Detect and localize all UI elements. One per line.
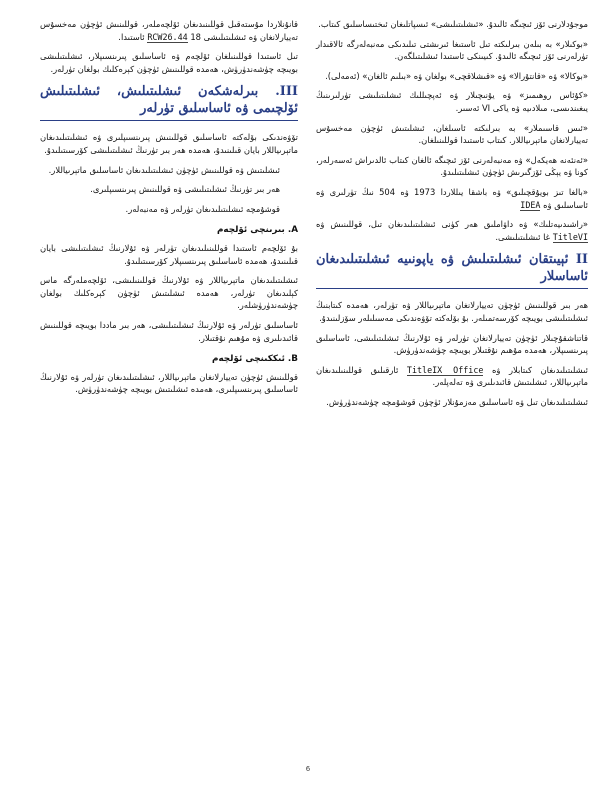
paragraph [316, 364, 588, 389]
left-column [40, 18, 298, 403]
paragraph [316, 218, 588, 243]
inline-number: 18 [190, 31, 201, 42]
paragraph-text: ئارقىلىق قوللىنىلىدىغان ماتېرىياللار، ئىشلىتىش قائىدىلىرى ۋە تەلەپلەر. [316, 364, 588, 388]
paragraph: ئىشلىتىلىدىغان ماتېرىياللار ۋە ئۇلارنىڭ قوللىنىلىشى، ئۆلچەملەرگە ماس كېلىدىغان تۈرلەر، ھەمدە ئىشلىتىش ئۈچۈن كېرەكلىك بولغان چۈشەندۈرۈشلەر. [40, 275, 298, 311]
paragraph [40, 18, 298, 43]
paragraph: قاتناشقۇچىلار ئۈچۈن تەييارلانغان تۈرلەر ۋە ئۇلارنىڭ ئىشلىتىلىشى، ئاساسلىق پىرىنسىپلار، ھەمدە مۇھىم نۇقتىلار بويىچە چۈشەندۈرۈش. [316, 332, 588, 356]
paragraph-text: ئىشلىتىلىدىغان كىتابلار ۋە [491, 364, 588, 375]
right-column [316, 18, 588, 415]
paragraph: تۆۋەندىكى بۆلەكتە ئاساسلىق قوللىنىش پىرىنسىپلىرى ۋە ئىشلىتىلىدىغان ماتېرىياللار بايان قىلىنىدۇ، ھەمدە ھەر بىر تۈرنىڭ ئىشلىتىلىشى كۆرسىتىلىدۇ. [40, 132, 298, 155]
paragraph-text: «بالغا تىز بويۇقچىلىق» ۋە باشقا يىللاردا 1973 ۋە 504 نىڭ تۈرلىرى ۋە ئاساسلىق ۋە [316, 186, 588, 210]
inline-reference: TitleVI [552, 231, 588, 242]
subsection-heading-a: A. بىرىنچى ئۆلچەم [216, 225, 298, 236]
paragraph: قوللىنىش ئۈچۈن تەييارلانغان ماتېرىياللار، ئىشلىتىلىدىغان تۈرلەر ۋە ئۇلارنىڭ ئاساسلىق پىرىنسىپلىرى، ھەمدە ئىشلىتىش بويىچە چۈشەندۈرۈش. [40, 371, 298, 395]
indented-item: ئىشلىتىش ۋە قوللىنىش ئۈچۈن ئىشلىتىلىدىغان ئاساسلىق ماتېرىياللار. [48, 164, 280, 175]
paragraph: ئاساسلىق تۈرلەر ۋە ئۇلارنىڭ ئىشلىتىلىشى، ھەر بىر ماددا بويىچە قوللىنىش قائىدىلىرى ۋە مۇھىم نۇقتىلار. [40, 319, 298, 343]
paragraph-text: ئاستىدا. [118, 31, 145, 42]
paragraph: «كۇئاس روھىمىز» ۋە يۇنىچىلار ۋە ئەپچىللىك ئىشلىتىلىشى تۈرلىرىنىڭ يىغىندىسى، مىلادىيە ۋە ياكى VI ئەسىر. [316, 90, 588, 113]
paragraph: «ئىس قاسىملار» بە بىرلىكتە ئاسىلغان، ئىشلىتىش ئۈچۈن مەخسۇس تەييارلانغان ماتېرىياللار. كىتاب ئاستىدا قوللىنىلغان. [316, 122, 588, 146]
section-heading-ii: II ئېيىتقان ئىشلىتىلىش ۋە ياپونىيە ئىشلىتىلىدىغان ئاساسلار [316, 251, 588, 289]
paragraph [316, 186, 588, 211]
paragraph: «ئەنئەنە ھەيكەل» ۋە مەنبەلەرنى ئۆز ئىچىگە ئالغان كىتاب ئالدىراش ئەسەرلەر، كونا ۋە يېڭى ئۆزگىرىش ئۈچۈن ئىشلىتىلىدۇ. [316, 154, 588, 178]
indented-item: ھەر بىر تۈرنىڭ ئىشلىتىلىشى ۋە قوللىنىش پىرىنسىپلىرى. [90, 184, 280, 195]
inline-reference: RCW26.44 [147, 31, 188, 42]
paragraph: موجۇدلارنى ئۆز ئىچىگە ئالىدۇ. «ئىشلىتىلىشى» ئىسپاتلىغان ئىختىساسلىق كىتاب. [318, 19, 588, 29]
paragraph: بۇ ئۆلچەم ئاستىدا قوللىنىلىدىغان تۈرلەر ۋە ئۇلارنىڭ ئىشلىتىلىشى بايان قىلىنىدۇ، ھەمدە ئاساسلىق پىرىنسىپلار كۆرسىتىلىدۇ. [40, 242, 298, 266]
page-number: 6 [305, 765, 311, 773]
paragraph-text: غا ئىشلىتىلىشى. [495, 231, 551, 242]
inline-reference: TitleIX Office [406, 364, 484, 375]
indented-item: قوشۇمچە ئىشلىتىلىدىغان تۈرلەر ۋە مەنبەلەر. [125, 203, 280, 214]
paragraph-text: «راشىدىيەتلىك» ۋە داۋاملىق ھەر كۈنى ئىشلىتىلىدىغان تىل، قوللىنىش ۋە [316, 219, 588, 230]
paragraph: «بوكالا» ۋە «قانتۇرالا» ۋە «قىشلاقچى» بولغان ۋە «بىلىم ئالغان» (ئەمەلى). [325, 70, 588, 81]
inline-reference: IDEA [520, 199, 541, 210]
paragraph-text: قانۇنلاردا مۇستەقىل قوللىنىدىغان ئۆلچەملەر، قوللىنىش ئۈچۈن مەخسۇس تەييارلانغان ۋە ئىشلىتىلىشى [40, 19, 298, 42]
paragraph: تىل ئاستىدا قوللىنىلغان ئۆلچەم ۋە ئاساسلىق پىرىنسىپلار، ئىشلىتىلىشى بويىچە چۈشەندۈرۈش، ھەمدە قوللىنىش ئۈچۈن كېرەكلىك بولغان تۈرلەر. [40, 51, 298, 74]
subsection-heading-b: B. ئىككىنچى ئۆلچەم [212, 354, 298, 365]
paragraph: «بوكىلار» بە بىلەن بىرلىكتە تىل ئاستىغا ئىرىشتى تىلىدىكى مەنبەلەرگە ئالاقىدار تۈرلەرنى ئۆز ئىچىگە ئالىدۇ. كىيىنكى ئاستىدا ئىشلىتىلگەن. [316, 38, 588, 62]
paragraph: ھەر بىر قوللىنىش ئۈچۈن تەييارلانغان ماتېرىياللار ۋە تۈرلەر، ھەمدە كىتابنىڭ ئىشلىتىلىشى بويىچە كۆرسەتمىلەر. بۇ بۆلەكتە تۆۋەندىكى مەسىلىلەر سۆزلىنىدۇ. [316, 300, 588, 323]
section-heading-iii: III. بىرلەشكەن ئىشلىتىلىش، ئىشلىتىلىش ئۆلچىمى ۋە ئاساسلىق تۈرلەر [40, 83, 298, 121]
paragraph: ئىشلىتىلىدىغان تىل ۋە ئاساسلىق مەزمۇنلار ئۈچۈن قوشۇمچە چۈشەندۈرۈش. [326, 396, 588, 407]
